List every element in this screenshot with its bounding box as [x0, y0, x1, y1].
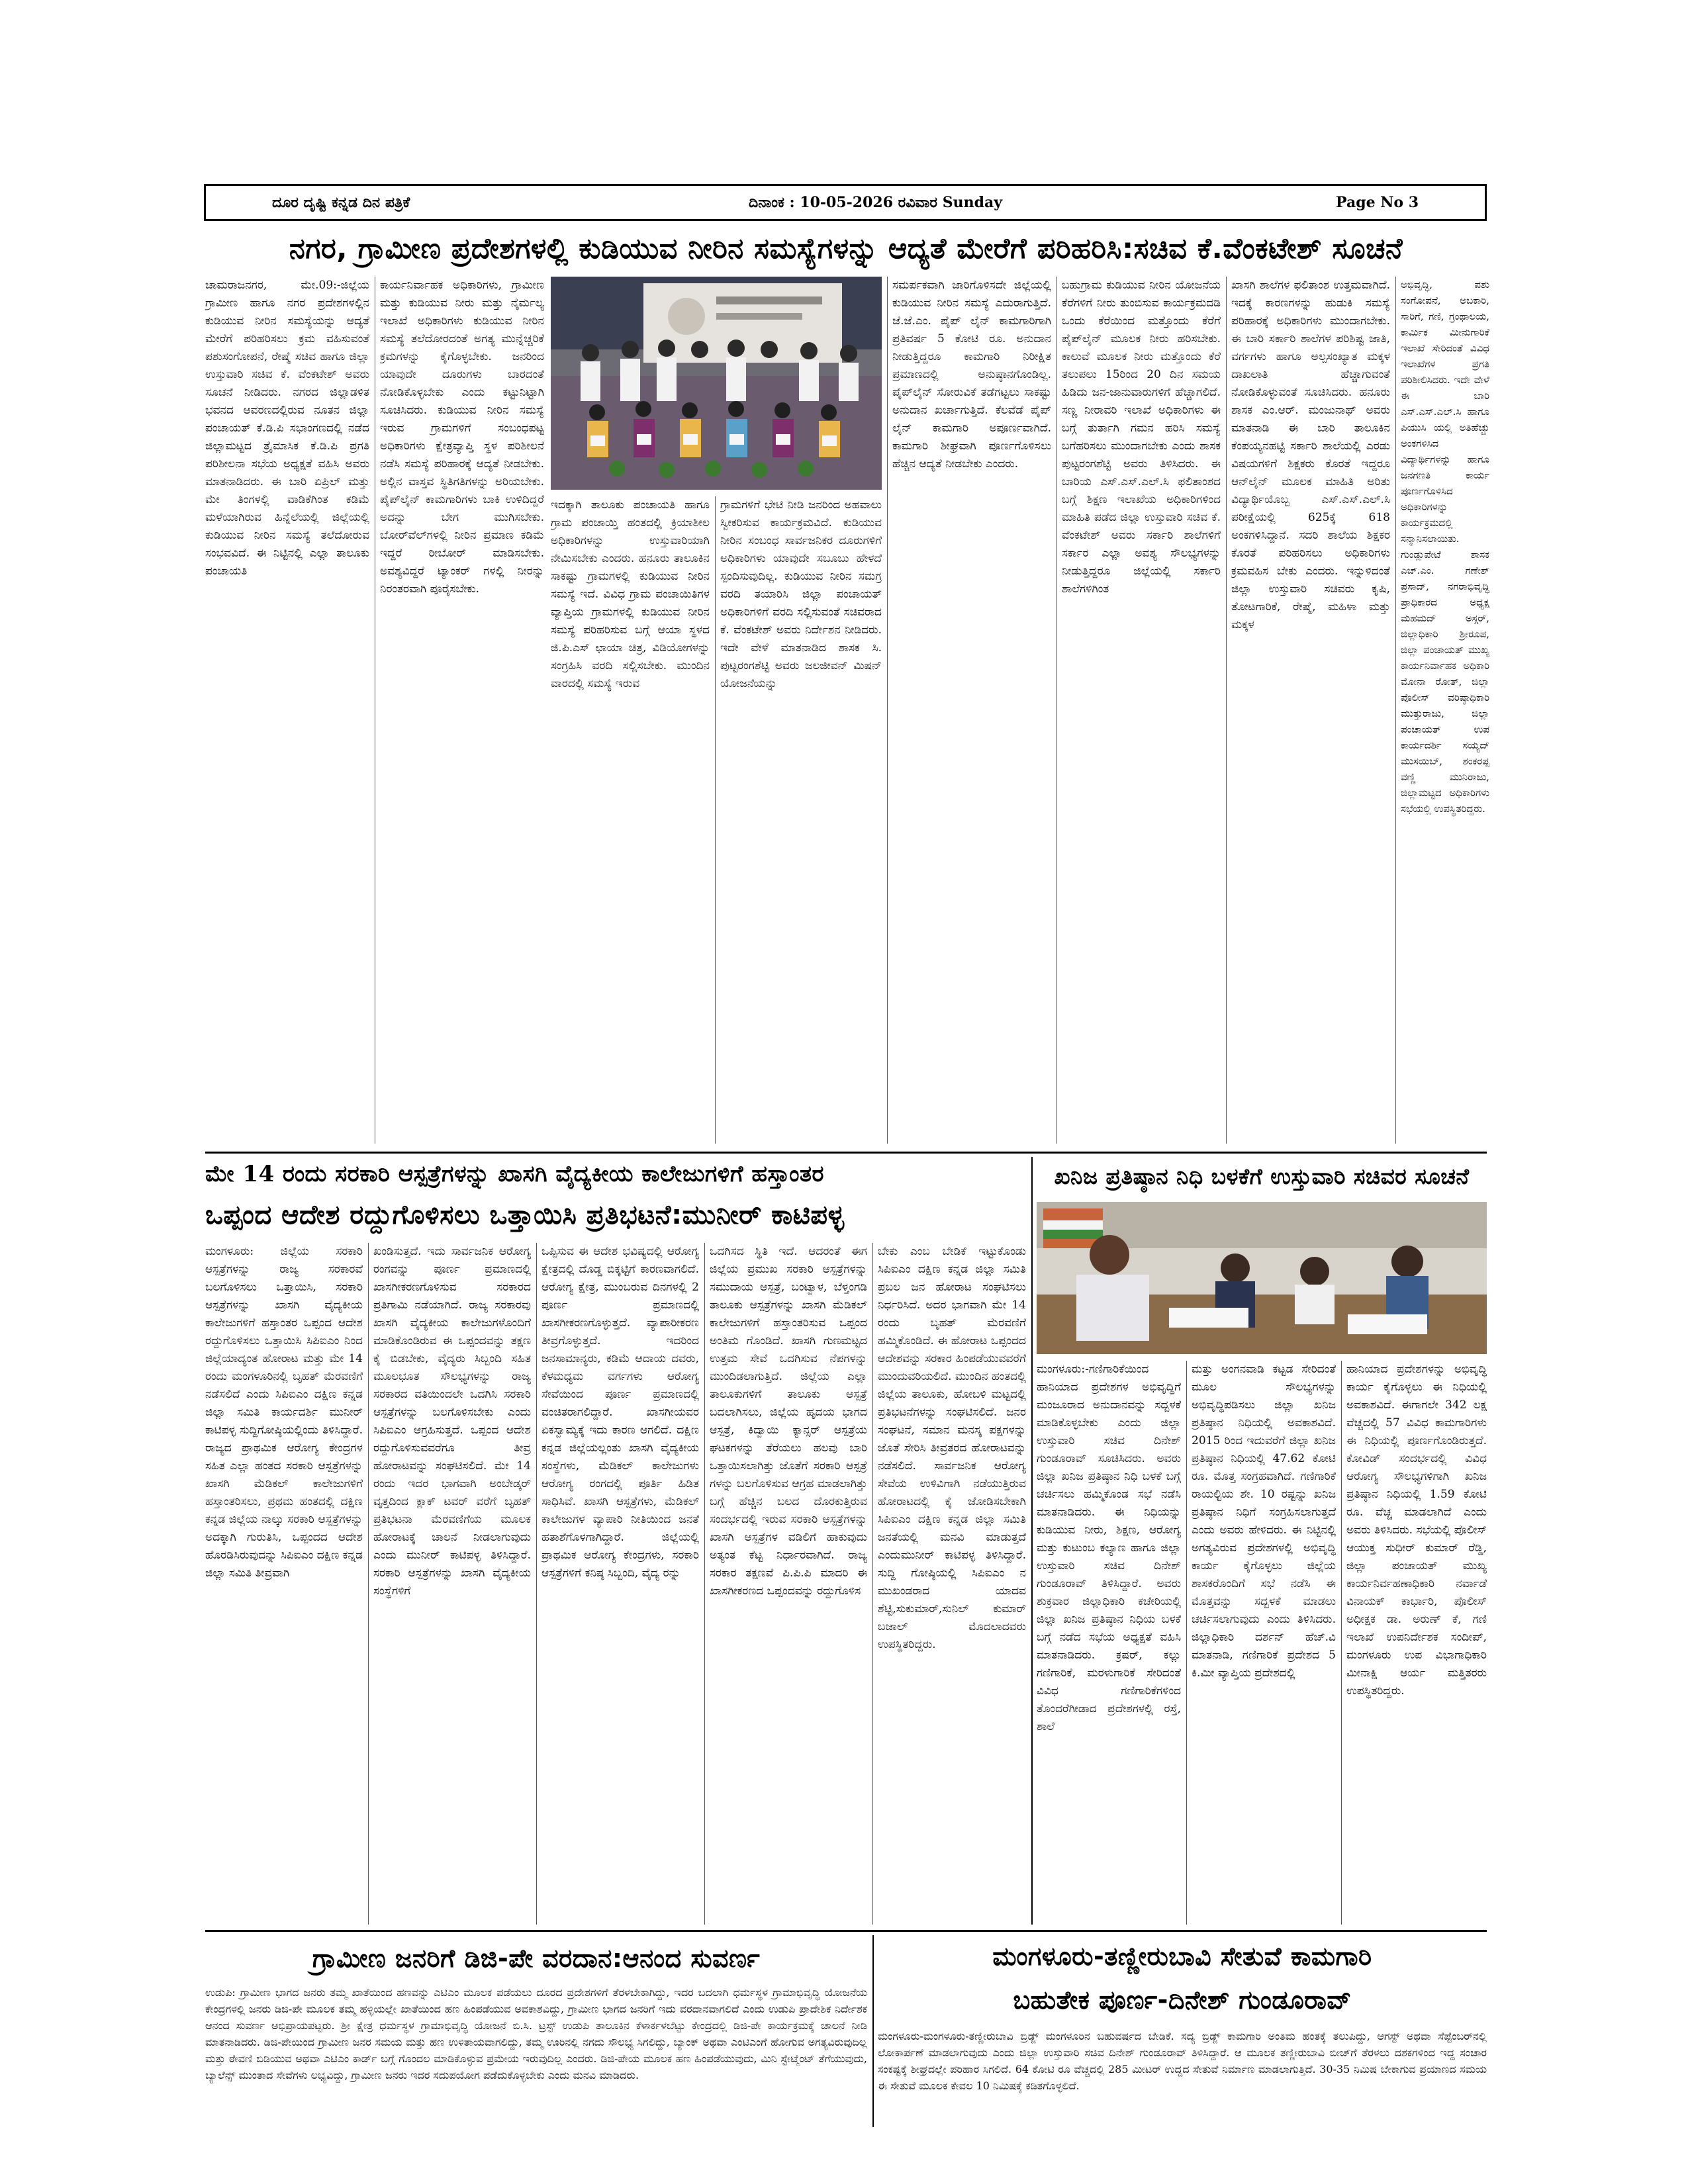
story3-headline: ಖನಿಜ ಪ್ರತಿಷ್ಠಾನ ನಿಧಿ ಬಳಕೆಗೆ ಉಸ್ತುವಾರಿ ಸಚಿವರ ಸೂಚನೆ: [1054, 1163, 1470, 1189]
story2-col3-text: ಒಪ್ಪಿಸುವ ಈ ಆದೇಶ ಭವಿಷ್ಯದಲ್ಲಿ ಆರೋಗ್ಯ ಕ್ಷೇತ್ರದಲ್ಲಿ ದೊಡ್ಡ ಬಿಕ್ಕಟ್ಟಿಗೆ ಕಾರಣವಾಗಲಿದೆ. ಆರೋಗ್ಯ ಕ್ಷೇತ್ರ, ಮುಂಬರುವ ದಿನಗಳಲ್ಲಿ 2 ಪೂರ್ಣ ಪ್ರಮಾಣದಲ್ಲಿ ಖಾಸಗೀಕರಣಗೊಳ್ಳುತ್ತದೆ. ವ್ಯಾಪಾರೀಕರಣ ತೀವ್ರಗೊಳ್ಳುತ್ತದೆ. ಇದರಿಂದ ಜನಸಾಮಾನ್ಯರು, ಕಡಿಮೆ ಆದಾಯ ದವರು, ಕೆಳಮಧ್ಯಮ ವರ್ಗಗಳು ಆರೋಗ್ಯ ಸೇವೆಯಿಂದ ಪೂರ್ಣ ಪ್ರಮಾಣದಲ್ಲಿ ವಂಚಿತರಾಗಲಿದ್ದಾರೆ. ಖಾಸಗೀಯವರ ಏಕಸ್ವಾಮ್ಯಕ್ಕೆ ಇದು ಕಾರಣ ಆಗಲಿದೆ. ದಕ್ಷಿಣ ಕನ್ನಡ ಜಿಲ್ಲೆಯಲ್ಲಂತು ಖಾಸಗಿ ವೈದ್ಯಕೀಯ ಸಂಸ್ಥೆಗಳು, ಮೆಡಿಕಲ್ ಕಾಲೇಜುಗಳು ಆರೋಗ್ಯ ರಂಗದಲ್ಲಿ ಪೂರ್ತಿ ಹಿಡಿತ ಸಾಧಿಸಿವೆ. ಖಾಸಗಿ ಆಸ್ಪತ್ರೆಗಳು, ಮೆಡಿಕಲ್ ಕಾಲೇಜುಗಳ ವ್ಯಾಪಾರಿ ನೀತಿಯಿಂದ ಜನತೆ ಹತಾಶೆಗೊಳಗಾಗಿದ್ದಾರೆ. ಜಿಲ್ಲೆಯಲ್ಲಿ ಪ್ರಾಥಮಿಕ ಆರೋಗ್ಯ ಕೇಂದ್ರಗಳು, ಸರಕಾರಿ ಆಸ್ಪತ್ರೆಗಳಿಗೆ ಕನಿಷ್ಠ ಸಿಬ್ಬಂದಿ, ವೈದ್ಯ ರನ್ನು: [541, 1245, 699, 1580]
column-divider: [1226, 277, 1227, 1144]
story2-col5: [878, 1243, 1026, 1925]
story1-col4: [720, 496, 882, 1144]
story1-col6-text: ಬಹುಗ್ರಾಮ ಕುಡಿಯುವ ನೀರಿನ ಯೋಜನೆಯ ಕೆರೆಗಳಿಗೆ ನೀರು ತುಂಬಿಸುವ ಕಾರ್ಯಕ್ರಮದಡಿ ಒಂದು ಕೆರೆಯಿಂದ ಮತ್ತೊಂದು ಕೆರೆಗೆ ಪೈಪ್‌ಲೈನ್ ಮೂಲಕ ನೀರು ಹರಿಸಬೇಕು. ಕಾಲುವೆ ಮೂಲಕ ನೀರು ಮತ್ತೊಂದು ಕೆರೆ ತಲುಪಲು 15ರಿಂದ 20 ದಿನ ಸಮಯ ಹಿಡಿದು ಜನ-ಜಾನುವಾರುಗಳಿಗೆ ಹೆಚ್ಚಾಗಲಿದೆ. ಸಣ್ಣ ನೀರಾವರಿ ಇಲಾಖೆ ಅಧಿಕಾರಿಗಳು ಈ ಬಗ್ಗೆ ತುರ್ತಾಗಿ ಗಮನ ಹರಿಸಿ ಸಮಸ್ಯೆ ಬಗೆಹರಿಸಲು ಮುಂದಾಗಬೇಕು ಎಂದು ಶಾಸಕ ಪುಟ್ಟರಂಗಶೆಟ್ಟಿ ಅವರು ತಿಳಿಸಿದರು. ಈ ಬಾರಿಯ ಎಸ್.ಎಸ್.ಎಲ್.ಸಿ ಫಲಿತಾಂಶದ ಬಗ್ಗೆ ಶಿಕ್ಷಣ ಇಲಾಖೆಯ ಅಧಿಕಾರಿಗಳಿಂದ ಮಾಹಿತಿ ಪಡೆದ ಜಿಲ್ಲಾ ಉಸ್ತುವಾರಿ ಸಚಿವ ಕೆ. ವೆಂಕಟೇಶ್ ಅವರು ಸರ್ಕಾರಿ ಶಾಲೆಗಳಿಗೆ ಸರ್ಕಾರ ಎಲ್ಲಾ ಅವಶ್ಯ ಸೌಲಭ್ಯಗಳನ್ನು ನೀಡುತ್ತಿದ್ದರೂ ಜಿಲ್ಲೆಯಲ್ಲಿ ಸರ್ಕಾರಿ ಶಾಲೆಗಳಿಗಿಂತ: [1062, 279, 1221, 596]
section-divider: [872, 1935, 874, 2127]
story2-col3: [541, 1243, 699, 1925]
section-divider: [1031, 1157, 1033, 1925]
story1-col1: [205, 277, 369, 1144]
story2-col4: [710, 1243, 867, 1925]
column-divider: [536, 1243, 537, 1925]
story1-col7-text: ಖಾಸಗಿ ಶಾಲೆಗಳ ಫಲಿತಾಂಶ ಉತ್ತಮವಾಗಿದೆ. ಇದಕ್ಕೆ ಕಾರಣಗಳನ್ನು ಹುಡುಕಿ ಸಮಸ್ಯೆ ಪರಿಹಾರಕ್ಕೆ ಅಧಿಕಾರಿಗಳು ಮುಂದಾಗಬೇಕು. ಈ ಬಾರಿ ಸರ್ಕಾರಿ ಶಾಲೆಗಳ ಪರಿಶಿಷ್ಟ ಜಾತಿ, ವರ್ಗಗಳು ಹಾಗೂ ಅಲ್ಪಸಂಖ್ಯಾತ ಮಕ್ಕಳ ದಾಖಲಾತಿ ಹೆಚ್ಚಾಗುವಂತೆ ನೋಡಿಕೊಳ್ಳುವಂತೆ ಸೂಚಿಸಿದರು. ಹನೂರು ಶಾಸಕ ಎಂ.ಆರ್. ಮಂಜುನಾಥ್ ಅವರು ಮಾತನಾಡಿ ಈ ಬಾರಿ ತಾಲೂಕಿನ ಕೆಂಪಯ್ಯನಹಟ್ಟಿ ಸರ್ಕಾರಿ ಶಾಲೆಯಲ್ಲಿ ಎರಡು ವಿಷಯಗಳಿಗೆ ಶಿಕ್ಷಕರು ಕೊರತೆ ಇದ್ದರೂ ಆನ್‌ಲೈನ್ ಮೂಲಕ ಮಾಹಿತಿ ಅರಿತು ವಿದ್ಯಾರ್ಥಿಯೊಬ್ಬ ಎಸ್.ಎಸ್.ಎಲ್.ಸಿ ಪರೀಕ್ಷೆಯಲ್ಲಿ 625ಕ್ಕೆ 618 ಅಂಕಗಳಿಸಿದ್ದಾನೆ. ಸದರಿ ಶಾಲೆಯ ಶಿಕ್ಷಕರ ಕೊರತೆ ಪರಿಹರಿಸಲು ಅಧಿಕಾರಿಗಳು ಕ್ರಮವಹಿಸ ಬೇಕು ಎಂದರು. ಇನ್ನುಳಿದಂತೆ ಜಿಲ್ಲಾ ಉಸ್ತುವಾರಿ ಸಚಿವರು ಕೃಷಿ, ತೋಟಗಾರಿಕೆ, ರೇಷ್ಮೆ, ಮಹಿಳಾ ಮತ್ತು ಮಕ್ಕಳ: [1231, 279, 1390, 631]
story2-col1-text: ಮಂಗಳೂರು: ಜಿಲ್ಲೆಯ ಸರಕಾರಿ ಆಸ್ಪತ್ರೆಗಳನ್ನು ರಾಜ್ಯ ಸರಕಾರವೆ ಬಲಗೊಳಿಸಲು ಒತ್ತಾಯಿಸಿ, ಸರಕಾರಿ ಆಸ್ಪತ್ರೆಗಳನ್ನು ಖಾಸಗಿ ವೈದ್ಯಕೀಯ ಕಾಲೇಜುಗಳಿಗೆ ಹಸ್ತಾಂತರ ಒಪ್ಪಂದ ಆದೇಶ ರದ್ದುಗೊಳಿಸಲು ಒತ್ತಾಯಿಸಿ ಸಿಪಿಐಎಂ ನಿಂದ ಜಿಲ್ಲೆಯಾದ್ಯಂತ ಹೋರಾಟ ಮತ್ತು ಮೇ 14 ರಂದು ಮಂಗಳೂರಿನಲ್ಲಿ ಬೃಹತ್ ಮೆರವಣಿಗೆ ನಡೆಸಲಿದೆ ಎಂದು ಸಿಪಿಐಎಂ ದಕ್ಷಿಣ ಕನ್ನಡ ಜಿಲ್ಲಾ ಸಮಿತಿ ಕಾರ್ಯದರ್ಶಿ ಮುನೀರ್ ಕಾಟಿಪಳ್ಳ ಸುದ್ದಿಗೋಷ್ಠಿಯಲ್ಲಿಂದು ತಿಳಿಸಿದ್ದಾರೆ. ರಾಜ್ಯದ ಪ್ರಾಥಮಿಕ ಆರೋಗ್ಯ ಕೇಂದ್ರಗಳ ಸಹಿತ ಎಲ್ಲಾ ಹಂತದ ಸರಕಾರಿ ಆಸ್ಪತ್ರೆಗಳನ್ನು ಖಾಸಗಿ ಮೆಡಿಕಲ್ ಕಾಲೇಜುಗಳಿಗೆ ಹಸ್ತಾಂತರಿಸಲು, ಪ್ರಥಮ ಹಂತದಲ್ಲಿ ದಕ್ಷಿಣ ಕನ್ನಡ ಜಿಲ್ಲೆಯ ನಾಲ್ಕು ಸರಕಾರಿ ಆಸ್ಪತ್ರೆಗಳನ್ನು ಅದಕ್ಕಾಗಿ ಗುರುತಿಸಿ, ಒಪ್ಪಂದದ ಆದೇಶ ಹೊರಡಿಸಿರುವುದನ್ನು ಸಿಪಿಐಎಂ ದಕ್ಷಿಣ ಕನ್ನಡ ಜಿಲ್ಲಾ ಸಮಿತಿ ತೀವ್ರವಾಗಿ: [205, 1245, 363, 1580]
section-rule: [205, 1152, 1487, 1154]
column-divider: [1056, 277, 1057, 1144]
story1-col6: [1062, 277, 1221, 1144]
story3-col1-text: ಮಂಗಳೂರು:-ಗಣಿಗಾರಿಕೆಯಿಂದ ಹಾನಿಯಾದ ಪ್ರದೇಶಗಳ ಅಭಿವೃದ್ಧಿಗೆ ಮಂಜೂರಾದ ಅನುದಾನವನ್ನು ಸದ್ಬಳಕೆ ಮಾಡಿಕೊಳ್ಳಬೇಕು ಎಂದು ಜಿಲ್ಲಾ ಉಸ್ತುವಾರಿ ಸಚಿವ ದಿನೇಶ್ ಗುಂಡೂರಾವ್ ಸೂಚಿಸಿದರು. ಅವರು ಜಿಲ್ಲಾ ಖನಿಜ ಪ್ರತಿಷ್ಠಾನ ನಿಧಿ ಬಳಕೆ ಬಗ್ಗೆ ಚರ್ಚಿಸಲು ಹಮ್ಮಿಕೊಂಡ ಸಭೆ ನಡೆಸಿ ಮಾತನಾಡಿದರು. ಈ ನಿಧಿಯನ್ನು ಕುಡಿಯುವ ನೀರು, ಶಿಕ್ಷಣ, ಆರೋಗ್ಯ ಮತ್ತು ಕುಟುಂಬ ಕಲ್ಯಾಣ ಹಾಗೂ ಜಿಲ್ಲಾ ಉಸ್ತುವಾರಿ ಸಚಿವ ದಿನೇಶ್ ಗುಂಡೂರಾವ್ ತಿಳಿಸಿದ್ದಾರೆ. ಅವರು ಶುಕ್ರವಾರ ಜಿಲ್ಲಾಧಿಕಾರಿ ಕಚೇರಿಯಲ್ಲಿ ಜಿಲ್ಲಾ ಖನಿಜ ಪ್ರತಿಷ್ಠಾನ ನಿಧಿಯ ಬಳಕೆ ಬಗ್ಗೆ ನಡೆದ ಸಭೆಯ ಅಧ್ಯಕ್ಷತೆ ವಹಿಸಿ ಮಾತನಾಡಿದರು. ಕ್ರಷರ್, ಕಲ್ಲು ಗಣಿಗಾರಿಕೆ, ಮರಳುಗಾರಿಕೆ ಸೇರಿದಂತೆ ವಿವಿಧ ಗಣಿಗಾರಿಕೆಗಳಿಂದ ತೊಂದರೆಗೀಡಾದ ಪ್ರದೇಶಗಳಲ್ಲಿ ರಸ್ತೆ, ಶಾಲೆ: [1037, 1363, 1181, 1733]
newspaper-page: [199, 184, 1489, 2092]
story3-col3: [1346, 1361, 1487, 1925]
story3-col2-text: ಮತ್ತು ಅಂಗನವಾಡಿ ಕಟ್ಟಡ ಸೇರಿದಂತೆ ಮೂಲ ಸೌಲಭ್ಯಗಳನ್ನು ಅಭಿವೃದ್ಧಿಪಡಿಸಲು ಜಿಲ್ಲಾ ಖನಿಜ ಪ್ರತಿಷ್ಠಾನ ನಿಧಿಯಲ್ಲಿ ಅವಕಾಶವಿದೆ. 2015 ರಿಂದ ಇದುವರೆಗೆ ಜಿಲ್ಲಾ ಖನಿಜ ಪ್ರತಿಷ್ಠಾನ ನಿಧಿಯಲ್ಲಿ 47.62 ಕೋಟಿ ರೂ. ಮೊತ್ತ ಸಂಗ್ರಹವಾಗಿದೆ. ಗಣಿಗಾರಿಕೆ ರಾಯಲ್ಟಿಯ ಶೇ. 10 ರಷ್ಟನ್ನು ಖನಿಜ ಪ್ರತಿಷ್ಠಾನ ನಿಧಿಗೆ ಸಂಗ್ರಹಿಸಲಾಗುತ್ತದೆ ಎಂದು ಅವರು ಹೇಳಿದರು. ಈ ನಿಟ್ಟಿನಲ್ಲಿ ಅಗತ್ಯವಿರುವ ಪ್ರದೇಶಗಳಲ್ಲಿ ಅಭಿವೃದ್ಧಿ ಕಾರ್ಯ ಕೈಗೊಳ್ಳಲು ಜಿಲ್ಲೆಯ ಶಾಸಕರೊಂದಿಗೆ ಸಭೆ ನಡೆಸಿ ಈ ಮೊತ್ತವನ್ನು ಸದ್ಬಳಕೆ ಮಾಡಲು ಚರ್ಚಿಸಲಾಗುವುದು ಎಂದು ತಿಳಿಸಿದರು. ಜಿಲ್ಲಾಧಿಕಾರಿ ದರ್ಶನ್ ಹೆಚ್.ವಿ ಮಾತನಾಡಿ, ಗಣಿಗಾರಿಕೆ ಪ್ರದೇಶದ 5 ಕಿ.ಮೀ ವ್ಯಾಪ್ತಿಯ ಪ್ರದೇಶದಲ್ಲಿ: [1192, 1363, 1336, 1680]
award-ceremony-photo: [551, 277, 882, 490]
page-number: Page No 3: [1336, 194, 1419, 211]
date-line: ದಿನಾಂಕ : 10-05-2026 ರವಿವಾರ Sunday: [749, 194, 1002, 211]
story1-col8: [1401, 277, 1489, 1144]
column-divider: [1395, 277, 1396, 1144]
column-divider: [887, 277, 888, 1144]
story5-headline-line2: ಬಹುತೇಕ ಪೂರ್ಣ-ದಿನೇಶ್ ಗುಂಡೂರಾವ್: [1013, 1985, 1352, 2015]
paper-name: ದೂರ ದೃಷ್ಟಿ ಕನ್ನಡ ದಿನ ಪತ್ರಿಕೆ: [272, 194, 410, 211]
section-rule: [205, 1930, 1487, 1932]
story2-col2-text: ಖಂಡಿಸುತ್ತದೆ. ಇದು ಸಾರ್ವಜನಿಕ ಆರೋಗ್ಯ ರಂಗವನ್ನು ಪೂರ್ಣ ಪ್ರಮಾಣದಲ್ಲಿ ಖಾಸಗೀಕರಣಗೊಳಿಸುವ ಸರಕಾರದ ಪ್ರತಿಗಾಮಿ ನಡೆಯಾಗಿದೆ. ರಾಜ್ಯ ಸರಕಾರವು ಖಾಸಗಿ ವೈದ್ಯಕೀಯ ಕಾಲೇಜುಗಳೊಂದಿಗೆ ಮಾಡಿಕೊಂಡಿರುವ ಈ ಒಪ್ಪಂದವನ್ನು ತಕ್ಷಣ ಕೈ ಬಿಡಬೇಕು, ವೈದ್ಯರು ಸಿಬ್ಬಂದಿ ಸಹಿತ ಮೂಲಭೂತ ಸೌಲಭ್ಯಗಳನ್ನು ರಾಜ್ಯ ಸರಕಾರದ ವತಿಯಿಂದಲೇ ಒದಗಿಸಿ ಸರಕಾರಿ ಆಸ್ಪತ್ರೆಗಳನ್ನು ಬಲಗೊಳಿಸಬೇಕು ಎಂದು ಸಿಪಿಐಎಂ ಆಗ್ರಹಿಸುತ್ತದೆ. ಒಪ್ಪಂದ ಆದೇಶ ರದ್ದುಗೊಳಿಸುವವರೆಗೂ ತೀವ್ರ ಹೋರಾಟವನ್ನು ಸಂಘಟಿಸಲಿದೆ. ಮೇ 14 ರಂದು ಇದರ ಭಾಗವಾಗಿ ಅಂಬೇಡ್ಕರ್ ವೃತ್ತದಿಂದ ಕ್ಲಾಕ್ ಟವರ್ ವರೆಗೆ ಬೃಹತ್ ಪ್ರತಿಭಟನಾ ಮೆರವಣಿಗೆಯ ಮೂಲಕ ಹೋರಾಟಕ್ಕೆ ಚಾಲನೆ ನೀಡಲಾಗುವುದು ಎಂದು ಮುನೀರ್ ಕಾಟಿಪಳ್ಳ ತಿಳಿಸಿದ್ದಾರೆ. ಸರಕಾರಿ ಆಸ್ಪತ್ರೆಗಳನ್ನು ಖಾಸಗಿ ವೈದ್ಯಕೀಯ ಸಂಸ್ಥೆಗಳಿಗೆ: [373, 1245, 531, 1598]
story1-col7: [1231, 277, 1390, 1144]
story1-col3-text: ಇದಕ್ಕಾಗಿ ತಾಲೂಕು ಪಂಚಾಯತಿ ಹಾಗೂ ಗ್ರಾಮ ಪಂಚಾಯ್ತಿ ಹಂತದಲ್ಲಿ ಕ್ರಿಯಾಶೀಲ ಅಧಿಕಾರಿಗಳನ್ನು ಉಸ್ತುವಾರಿಯಾಗಿ ನೇಮಿಸಬೇಕು ಎಂದರು. ಹನೂರು ತಾಲೂಕಿನ ಸಾಕಷ್ಟು ಗ್ರಾಮಗಳಲ್ಲಿ ಕುಡಿಯುವ ನೀರಿನ ಸಮಸ್ಯೆ ಇದೆ. ವಿವಿಧ ಗ್ರಾಮ ಪಂಚಾಯಿತಿಗಳ ವ್ಯಾಪ್ತಿಯ ಗ್ರಾಮಗಳಲ್ಲಿ ಕುಡಿಯುವ ನೀರಿನ ಸಮಸ್ಯೆ ಪರಿಹರಿಸುವ ಬಗ್ಗೆ ಆಯಾ ಸ್ಥಳದ ಜಿ.ಪಿ.ಎಸ್ ಛಾಯಾ ಚಿತ್ರ, ವಿಡಿಯೋಗಳನ್ನು ಸಂಗ್ರಹಿಸಿ ವರದಿ ಸಲ್ಲಿಸಬೇಕು. ಮುಂದಿನ ವಾರದಲ್ಲಿ ಸಮಸ್ಯೆ ಇರುವ: [551, 498, 710, 690]
story1-col4-text: ಗ್ರಾಮಗಳಿಗೆ ಭೇಟಿ ನೀಡಿ ಜನರಿಂದ ಅಹವಾಲು ಸ್ವೀಕರಿಸುವ ಕಾರ್ಯಕ್ರಮವಿದೆ. ಕುಡಿಯುವ ನೀರಿನ ಸಂಬಂಧ ಸಾರ್ವಜನಿಕರ ದೂರುಗಳಿಗೆ ಅಧಿಕಾರಿಗಳು ಯಾವುದೇ ಸಬೂಬು ಹೇಳದೆ ಸ್ಪಂದಿಸುವುದಿಲ್ಲ. ಕುಡಿಯುವ ನೀರಿನ ಸಮಗ್ರ ವರದಿ ತಯಾರಿಸಿ ಜಿಲ್ಲಾ ಪಂಚಾಯತ್ ಅಧಿಕಾರಿಗಳಿಗೆ ವರದಿ ಸಲ್ಲಿಸುವಂತೆ ಸಚಿವರಾದ ಕೆ. ವೆಂಕಟೇಶ್ ಅವರು ನಿರ್ದೇಶನ ನೀಡಿದರು. ಇದೇ ವೇಳೆ ಮಾತನಾಡಿದ ಶಾಸಕ ಸಿ. ಪುಟ್ಟರಂಗಶೆಟ್ಟಿ ಅವರು ಜಲಜೀವನ್ ಮಿಷನ್ ಯೋಜನೆಯನ್ನು: [720, 498, 882, 690]
story1-col2-text: ಕಾರ್ಯನಿರ್ವಾಹಕ ಅಧಿಕಾರಿಗಳು, ಗ್ರಾಮೀಣ ಮತ್ತು ಕುಡಿಯುವ ನೀರು ಮತ್ತು ನೈರ್ಮಲ್ಯ ಇಲಾಖೆ ಅಧಿಕಾರಿಗಳು ಕುಡಿಯುವ ನೀರಿನ ಸಮಸ್ಯೆ ತಲೆದೋರದಂತೆ ಅಗತ್ಯ ಮುನ್ನೆಚ್ಚರಿಕೆ ಕ್ರಮಗಳನ್ನು ಕೈಗೊಳ್ಳಬೇಕು. ಜನರಿಂದ ಯಾವುದೇ ದೂರುಗಳು ಬಾರದಂತೆ ನೋಡಿಕೊಳ್ಳಬೇಕು ಎಂದು ಕಟ್ಟುನಿಟ್ಟಾಗಿ ಸೂಚಿಸಿದರು. ಕುಡಿಯುವ ನೀರಿನ ಸಮಸ್ಯೆ ಇರುವ ಗ್ರಾಮಗಳಿಗೆ ಸಂಬಂಧಪಟ್ಟ ಅಧಿಕಾರಿಗಳು ಕ್ಷೇತ್ರವ್ಯಾಪ್ತಿ ಸ್ಥಳ ಪರಿಶೀಲನೆ ನಡೆಸಿ ಸಮಸ್ಯೆ ಪರಿಹಾರಕ್ಕೆ ಆದ್ಯತೆ ನೀಡಬೇಕು. ಅಲ್ಲಿನ ವಾಸ್ತವ ಸ್ಥಿತಿಗತಿಗಳನ್ನು ಅರಿಯಬೇಕು. ಪೈಪ್‌ಲೈನ್ ಕಾಮಗಾರಿಗಳು ಬಾಕಿ ಉಳಿದಿದ್ದರೆ ಅದನ್ನು ಬೇಗ ಮುಗಿಸಬೇಕು. ಬೋರ್‌ವೆಲ್‌ಗಳಲ್ಲಿ ನೀರಿನ ಪ್ರಮಾಣ ಕಡಿಮೆ ಇದ್ದರೆ ರೀಬೋರ್ ಮಾಡಿಸಬೇಕು. ಅವಶ್ಯವಿದ್ದರೆ ಟ್ಯಾಂಕರ್ ಗಳಲ್ಲಿ ನೀರನ್ನು ನಿರಂತರವಾಗಿ ಪೂರೈಸಬೇಕು.: [380, 279, 544, 596]
story2-col4-text: ಒದಗಿಸದ ಸ್ಥಿತಿ ಇದೆ. ಆದರಂತೆ ಈಗ ಜಿಲ್ಲೆಯ ಪ್ರಮುಖ ಸರಕಾರಿ ಆಸ್ಪತ್ರೆಗಳನ್ನು ಸಮುದಾಯ ಆಸ್ಪತ್ರೆ, ಬಂಟ್ವಾಳ, ಬೆಳ್ತಂಗಡಿ ತಾಲೂಕು ಆಸ್ಪತ್ರೆಗಳನ್ನು ಖಾಸಗಿ ಮೆಡಿಕಲ್ ಕಾಲೇಜುಗಳಿಗೆ ಹಸ್ತಾಂತರಿಸುವ ಒಪ್ಪಂದ ಅಂತಿಮ ಗೊಂಡಿದೆ. ಖಾಸಗಿ ಗುಣಮಟ್ಟದ ಉತ್ತಮ ಸೇವೆ ಒದಗಿಸುವ ನೆಪಗಳನ್ನು ಮುಂದಿಡಲಾಗುತ್ತಿದೆ. ಜಿಲ್ಲೆಯ ಎಲ್ಲಾ ತಾಲೂಕುಗಳಿಗೆ ತಾಲೂಕು ಆಸ್ಪತ್ರೆ ಬದಲಾಗಿಸಲು, ಜಿಲ್ಲೆಯ ಹೃದಯ ಭಾಗದ ಆಸ್ಪತ್ರೆ, ಕಿದ್ವಾಯಿ ಕ್ಯಾನ್ಸರ್ ಆಸ್ಪತ್ರೆಯ ಘಟಕಗಳನ್ನು ತೆರೆಯಲು ಹಲವು ಬಾರಿ ಒತ್ತಾಯಿಸಲಾಗಿತ್ತು ಜೊತೆಗೆ ಸರಕಾರಿ ಆಸ್ಪತ್ರೆ ಗಳನ್ನು ಬಲಗೊಳಿಸುವ ಆಗ್ರಹ ಮಾಡಲಾಗಿತ್ತು ಬಗ್ಗೆ ಹೆಚ್ಚಿನ ಬಲದ ದೊರಕುತ್ತಿರುವ ಸಂದರ್ಭದಲ್ಲಿ ಇರುವ ಸರಕಾರಿ ಆಸ್ಪತ್ರೆಗಳನ್ನು ಖಾಸಗಿ ಆಸ್ಪತ್ರೆಗಳ ವಡಿಲಿಗೆ ಹಾಕುವುದು ಅತ್ಯಂತ ಕೆಟ್ಟ ನಿರ್ಧಾರವಾಗಿದೆ. ರಾಜ್ಯ ಸರಕಾರ ತಕ್ಷಣವೆ ಪಿ.ಪಿ.ಪಿ ಮಾದರಿ ಈ ಖಾಸಗೀಕರಣದ ಒಪ್ಪಂದವನ್ನು ರದ್ದುಗೊಳಿಸ: [710, 1245, 867, 1598]
story2-headline-line1: ಮೇ 14 ರಂದು ಸರಕಾರಿ ಆಸ್ಪತ್ರೆಗಳನ್ನು ಖಾಸಗಿ ವೈದ್ಯಕೀಯ ಕಾಲೇಜುಗಳಿಗೆ ಹಸ್ತಾಂತರ: [205, 1161, 824, 1187]
column-divider: [715, 496, 716, 1144]
story1-col5: [892, 277, 1051, 1144]
column-divider: [1341, 1361, 1342, 1925]
story4-headline: ಗ್ರಾಮೀಣ ಜನರಿಗೆ ಡಿಜಿ-ಪೇ ವರದಾನ:ಆನಂದ ಸುವರ್ಣ: [312, 1944, 761, 1973]
column-divider: [704, 1243, 705, 1925]
story5-body: [878, 2028, 1487, 2127]
story1-col3: [551, 496, 710, 1144]
story2-col1: [205, 1243, 363, 1925]
story5-headline-line1: ಮಂಗಳೂರು-ತಣ್ಣೀರುಬಾವಿ ಸೇತುವೆ ಕಾಮಗಾರಿ: [992, 1942, 1372, 1971]
story3-col2: [1192, 1361, 1336, 1925]
story2-col2: [373, 1243, 531, 1925]
column-divider: [872, 1243, 873, 1925]
story3-col3-text: ಹಾನಿಯಾದ ಪ್ರದೇಶಗಳನ್ನು ಅಭಿವೃದ್ಧಿ ಕಾರ್ಯ ಕೈಗೊಳ್ಳಲು ಈ ನಿಧಿಯಲ್ಲಿ ಅವಕಾಶವಿದೆ. ಈಗಾಗಲೇ 342 ಲಕ್ಷ ವೆಚ್ಚದಲ್ಲಿ 57 ವಿವಿಧ ಕಾಮಗಾರಿಗಳು ಈ ನಿಧಿಯಲ್ಲಿ ಪೂರ್ಣಗೊಂಡಿರುತ್ತದೆ. ಕೋವಿಡ್ ಸಂದರ್ಭದಲ್ಲಿ ವಿವಿಧ ಆರೋಗ್ಯ ಸೌಲಭ್ಯಗಳಿಗಾಗಿ ಖನಿಜ ಪ್ರತಿಷ್ಠಾನ ನಿಧಿಯಲ್ಲಿ 1.59 ಕೋಟಿ ರೂ. ವೆಚ್ಚ ಮಾಡಲಾಗಿದೆ ಎಂದು ಅವರು ತಿಳಿಸಿದರು. ಸಭೆಯಲ್ಲಿ ಪೊಲೀಸ್ ಆಯುಕ್ತ ಸುಧೀರ್ ಕುಮಾರ್ ರೆಡ್ಡಿ, ಜಿಲ್ಲಾ ಪಂಚಾಯತ್ ಮುಖ್ಯ ಕಾರ್ಯನಿರ್ವಹಣಾಧಿಕಾರಿ ನರ್ವಾಡೆ ವಿನಾಯಕ್ ಕಾರ್ಭಾರಿ, ಪೊಲೀಸ್ ಅಧೀಕ್ಷಕ ಡಾ. ಅರುಣ್ ಕೆ, ಗಣಿ ಇಲಾಖೆ ಉಪನಿರ್ದೇಶಕ ಸಂದೀಪ್, ಮಂಗಳೂರು ಉಪ ವಿಭಾಗಾಧಿಕಾರಿ ಮೀನಾಕ್ಷಿ ಆರ್ಯ ಮತ್ತಿತರರು ಉಪಸ್ಥಿತರಿದ್ದರು.: [1346, 1363, 1487, 1698]
column-divider: [368, 1243, 369, 1925]
story1-headline: ನಗರ, ಗ್ರಾಮೀಣ ಪ್ರದೇಶಗಳಲ್ಲಿ ಕುಡಿಯುವ ನೀರಿನ ಸಮಸ್ಯೆಗಳನ್ನು ಆದ್ಯತೆ ಮೇರೆಗೆ ಪರಿಹರಿಸಿ:ಸಚಿವ ಕೆ.ವೆಂಕಟೇಶ್ ಸೂಚನೆ: [289, 232, 1403, 265]
story1-col1-text: ಚಾಮರಾಜನಗರ, ಮೇ.09:-ಜಿಲ್ಲೆಯ ಗ್ರಾಮೀಣ ಹಾಗೂ ನಗರ ಪ್ರದೇಶಗಳಲ್ಲಿನ ಕುಡಿಯುವ ನೀರಿನ ಸಮಸ್ಯೆಯನ್ನು ಆದ್ಯತೆ ಮೇರೆಗೆ ಪರಿಹರಿಸಲು ಕ್ರಮ ವಹಿಸುವಂತೆ ಪಶುಸಂಗೋಪನೆ, ರೇಷ್ಮೆ ಸಚಿವ ಹಾಗೂ ಜಿಲ್ಲಾ ಉಸ್ತುವಾರಿ ಸಚಿವ ಕೆ. ವೆಂಕಟೇಶ್ ಅವರು ಸೂಚನೆ ನೀಡಿದರು. ನಗರದ ಜಿಲ್ಲಾಡಳಿತ ಭವನದ ಆವರಣದಲ್ಲಿರುವ ನೂತನ ಜಿಲ್ಲಾ ಪಂಚಾಯತ್ ಕೆ.ಡಿ.ಪಿ ಸಭಾಂಗಣದಲ್ಲಿ ನಡೆದ ಜಿಲ್ಲಾಮಟ್ಟದ ತ್ರೈಮಾಸಿಕ ಕೆ.ಡಿ.ಪಿ ಪ್ರಗತಿ ಪರಿಶೀಲನಾ ಸಭೆಯ ಅಧ್ಯಕ್ಷತೆ ವಹಿಸಿ ಅವರು ಮಾತನಾಡಿದರು. ಈ ಬಾರಿ ಏಪ್ರಿಲ್ ಮತ್ತು ಮೇ ತಿಂಗಳಲ್ಲಿ ವಾಡಿಕೆಗಿಂತ ಕಡಿಮೆ ಮಳೆಯಾಗಿರುವ ಹಿನ್ನೆಲೆಯಲ್ಲಿ ಜಿಲ್ಲೆಯಲ್ಲಿ ಕುಡಿಯುವ ನೀರಿನ ಸಮಸ್ಯೆ ತಲೆದೋರುವ ಸಂಭವವಿದೆ. ಈ ನಿಟ್ಟಿನಲ್ಲಿ ಎಲ್ಲಾ ತಾಲೂಕು ಪಂಚಾಯತಿ: [205, 279, 369, 578]
story1-col8-text: ಅಭಿವೃದ್ಧಿ, ಪಶು ಸಂಗೋಪನೆ, ಅಬಕಾರಿ, ಸಾರಿಗೆ, ಗಣಿ, ಗ್ರಂಥಾಲಯ, ಕಾರ್ಮಿಕ ಮೀನುಗಾರಿಕೆ ಇಲಾಖೆ ಸೇರಿದಂತೆ ವಿವಿಧ ಇಲಾಖೆಗಳ ಪ್ರಗತಿ ಪರಿಶೀಲಿಸಿದರು. ಇದೇ ವೇಳೆ ಈ ಬಾರಿ ಎಸ್.ಎಸ್.ಎಲ್.ಸಿ ಹಾಗೂ ಪಿಯುಸಿ ಯಲ್ಲಿ ಅತಿಹೆಚ್ಚು ಅಂಕಗಳಿಸಿದ ವಿದ್ಯಾರ್ಥಿಗಳನ್ನು ಹಾಗೂ ಜನಗಣತಿ ಕಾರ್ಯ ಪೂರ್ಣಗೊಳಿಸಿದ ಅಧಿಕಾರಿಗಳನ್ನು ಕಾರ್ಯಕ್ರಮದಲ್ಲಿ ಸನ್ಮಾನಿಸಲಾಯಿತು. ಗುಂಡ್ಲುಪೇಟೆ ಶಾಸಕ ಎಚ್.ಎಂ. ಗಣೇಶ್ ಪ್ರಸಾದ್, ನಗರಾಭಿವೃದ್ಧಿ ಪ್ರಾಧಿಕಾರದ ಅಧ್ಯಕ್ಷ ಮಹಮದ್ ಅಸ್ಗರ್, ಜಿಲ್ಲಾಧಿಕಾರಿ ಶ್ರೀರೂಪ, ಜಿಲ್ಲಾ ಪಂಚಾಯತ್ ಮುಖ್ಯ ಕಾರ್ಯನಿರ್ವಾಹಕ ಅಧಿಕಾರಿ ಮೋನಾ ರೋತ್, ಜಿಲ್ಲಾ ಪೊಲೀಸ್ ವರಿಷ್ಠಾಧಿಕಾರಿ ಮುತ್ತುರಾಜು, ಜಿಲ್ಲಾ ಪಂಚಾಯತ್ ಉಪ ಕಾರ್ಯದರ್ಶಿ ಸಯ್ಯದ್ ಮುಸಯಿಬ್, ಶಂಕರಪ್ಪ ವಣ್ಣಿ ಮುನಿರಾಜು, ಜಿಲ್ಲಾಮಟ್ಟದ ಅಧಿಕಾರಿಗಳು ಸಭೆಯಲ್ಲಿ ಉಪಸ್ಥಿತರಿದ್ದರು.: [1401, 279, 1489, 815]
meeting-photo: [1037, 1202, 1487, 1354]
story2-col5-text: ಬೇಕು ಎಂಬ ಬೇಡಿಕೆ ಇಟ್ಟುಕೊಂಡು ಸಿಪಿಐಎಂ ದಕ್ಷಿಣ ಕನ್ನಡ ಜಿಲ್ಲಾ ಸಮಿತಿ ಪ್ರಬಲ ಜನ ಹೋರಾಟ ಸಂಘಟಿಸಲು ನಿರ್ಧರಿಸಿದೆ. ಅದರ ಭಾಗವಾಗಿ ಮೇ 14 ರಂದು ಬೃಹತ್ ಮೆರವಣಿಗೆ ಹಮ್ಮಿಕೊಂಡಿದೆ. ಈ ಹೋರಾಟ ಒಪ್ಪಂದದ ಆದೇಶವನ್ನು ಸರಕಾರ ಹಿಂಪಡೆಯುವವರೆಗೆ ಮುಂದುವರಿಯಲಿದೆ. ಮುಂದಿನ ಹಂತದಲ್ಲಿ ಜಿಲ್ಲೆಯ ತಾಲೂಕು, ಹೋಬಳಿ ಮಟ್ಟದಲ್ಲಿ ಪ್ರತಿಭಟನೆಗಳನ್ನು ಸಂಘಟಿಸಲಿದೆ. ಜನರ ಸಂಘಟನೆ, ಸಮಾನ ಮನಸ್ಕ ಪಕ್ಷಗಳನ್ನು ಜೊತೆ ಸೇರಿಸಿ ತೀವ್ರತರದ ಹೋರಾಟವನ್ನು ನಡೆಸಲಿದೆ. ಸಾರ್ವಜನಿಕ ಆರೋಗ್ಯ ಸೇವೆಯ ಉಳಿವಿಗಾಗಿ ನಡೆಯುತ್ತಿರುವ ಹೋರಾಟದಲ್ಲಿ ಕೈ ಜೋಡಿಸಬೇಕಾಗಿ ಸಿಪಿಐಎಂ ದಕ್ಷಿಣ ಕನ್ನಡ ಜಿಲ್ಲಾ ಸಮಿತಿ ಜನತೆಯಲ್ಲಿ ಮನವಿ ಮಾಡುತ್ತದೆ ಎಂದುಮುನೀರ್ ಕಾಟಿಪಳ್ಳ ತಿಳಿಸಿದ್ದಾರೆ. ಸುದ್ದಿ ಗೋಷ್ಠಿಯಲ್ಲಿ ಸಿಪಿಐಎಂ ನ ಮುಖಂಡರಾದ ಯಾದವ ಶೆಟ್ಟಿ,ಸುಕುಮಾರ್,ಸುನಿಲ್ ಕುಮಾರ್ ಬಜಾಲ್ ಮೊದಲಾದವರು ಉಪಸ್ಥಿತರಿದ್ದರು.: [878, 1245, 1026, 1651]
story1-col5-text: ಸಮರ್ಪಕವಾಗಿ ಜಾರಿಗೊಳಿಸದೇ ಜಿಲ್ಲೆಯಲ್ಲಿ ಕುಡಿಯುವ ನೀರಿನ ಸಮಸ್ಯೆ ಎದುರಾಗುತ್ತಿದೆ. ಜೆ.ಜೆ.ಎಂ. ಪೈಪ್ ಲೈನ್ ಕಾಮಗಾರಿಗಾಗಿ ಪ್ರತಿವರ್ಷ 5 ಕೋಟಿ ರೂ. ಅನುದಾನ ನೀಡುತ್ತಿದ್ದರೂ ಕಾಮಗಾರಿ ನಿರೀಕ್ಷಿತ ಪ್ರಮಾಣದಲ್ಲಿ ಅನುಷ್ಠಾನಗೊಂಡಿಲ್ಲ. ಪೈಪ್‌ಲೈನ್ ಸೋರುವಿಕೆ ತಡೆಗಟ್ಟಲು ಸಾಕಷ್ಟು ಅನುದಾನ ಖರ್ಚಾಗುತ್ತಿದೆ. ಕೆಲವೆಡೆ ಪೈಪ್ ಲೈನ್ ಕಾಮಗಾರಿ ಅಪೂರ್ಣವಾಗಿದೆ. ಕಾಮಗಾರಿ ಶೀಘ್ರವಾಗಿ ಪೂರ್ಣಗೊಳಿಸಲು ಹೆಚ್ಚಿನ ಆದ್ಯತೆ ನೀಡಬೇಕು ಎಂದರು.: [892, 279, 1051, 471]
story4-body: [205, 1984, 867, 2123]
story4-body-text: ಉಡುಪಿ: ಗ್ರಾಮೀಣ ಭಾಗದ ಜನರು ತಮ್ಮ ಖಾತೆಯಿಂದ ಹಣವನ್ನು ಎಟಿಎಂ ಮೂಲಕ ಪಡೆಯಲು ದೂರದ ಪ್ರದೇಶಗಳಿಗೆ ತೆರಳಬೇಕಾಗಿದ್ದು, ಇದರ ಬದಲಾಗಿ ಧರ್ಮಸ್ಥಳ ಗ್ರಾಮಾಭಿವೃದ್ಧಿ ಯೋಜನೆಯ ಕೇಂದ್ರಗಳಲ್ಲಿ ಜನರು ಡಿಜಿ-ಪೇ ಮೂಲಕ ತಮ್ಮ ಹಳ್ಳಿಯಲ್ಲೇ ಖಾತೆಯಿಂದ ಹಣ ಹಿಂಪಡೆಯುವ ಅವಕಾಶವಿದ್ದು, ಗ್ರಾಮೀಣ ಭಾಗದ ಜನರಿಗೆ ಇದು ವರದಾನವಾಗಲಿದೆ ಎಂದು ಉಡುಪಿ ಪ್ರಾದೇಶಿಕ ನಿರ್ದೇಶಕ ಆನಂದ ಸುವರ್ಣ ಅಭಿಪ್ರಾಯಪಟ್ಟರು. ಶ್ರೀ ಕ್ಷೇತ್ರ ಧರ್ಮಸ್ಥಳ ಗ್ರಾಮಾಭಿವೃದ್ಧಿ ಯೋಜನೆ ಬಿ.ಸಿ. ಟ್ರಸ್ಟ್ ಉಡುಪಿ ತಾಲೂಕಿನ ಕೆಳಾರ್ಕಳಬೆಟ್ಟು ಕೇಂದ್ರದಲ್ಲಿ ಡಿಜಿ-ಪೇ ಕಾರ್ಯಕ್ರಮಕ್ಕೆ ಚಾಲನೆ ನೀಡಿ ಮಾತನಾಡಿದರು. ಡಿಜಿ-ಪೇಯಿಂದ ಗ್ರಾಮೀಣ ಜನರ ಸಮಯ ಮತ್ತು ಹಣ ಉಳಿತಾಯವಾಗಲಿದ್ದು, ತಮ್ಮ ಊರಿನಲ್ಲಿ ನಗದು ಸೌಲಭ್ಯ ಸಿಗಲಿದ್ದು, ಬ್ಯಾಂಕ್ ಅಥವಾ ಎಂಟಿಎಂಗೆ ಹೋಗುವ ಅಗತ್ಯವಿರುವುದಿಲ್ಲ ಮತ್ತು ಠೇವಣಿ ಬಿಡಿಯುವ ಅಥವಾ ಎಟಿಎಂ ಕಾರ್ಡ್ ಬಗ್ಗೆ ಗೊಂದಲ ಮಾಡಿಕೊಳ್ಳುವ ಪ್ರಮೇಯ ಇರುವುದಿಲ್ಲ ಎಂದರು. ಡಿಜಿ-ಪೇಯ ಮೂಲಕ ಹಣ ಹಿಂಪಡೆಯುವುದು, ಮಿನಿ ಸ್ಟೇಟ್ಮೆಂಟ್ ತೆಗೆಯುವುದು, ಬ್ಯಾಲೆನ್ಸ್ ಮುಂತಾದ ಸೇವೆಗಳು ಲಭ್ಯವಿದ್ದು, ಗ್ರಾಮೀಣ ಜನರು ಇದರ ಸದುಪಯೋಗ ಪಡೆದುಕೊಳ್ಳಬೇಕು ಎಂದು ಮನವಿ ಮಾಡಿದರು.: [205, 1986, 867, 2081]
story3-col1: [1037, 1361, 1181, 1925]
story5-body-text: ಮಂಗಳೂರು-ಮಂಗಳೂರು-ತಣ್ಣೀರುಬಾವಿ ಬ್ರಿಡ್ಜ್ ಮಂಗಳೂರಿನ ಬಹುವರ್ಷದ ಬೇಡಿಕೆ. ಸದ್ಯ ಬ್ರಿಡ್ಜ್ ಕಾಮಗಾರಿ ಅಂತಿಮ ಹಂತಕ್ಕೆ ತಲುಪಿದ್ದು, ಆಗಸ್ಟ್ ಅಥವಾ ಸೆಪ್ಟೆಂಬರ್‌ನಲ್ಲಿ ಲೋಕಾರ್ಪಣೆ ಮಾಡಲಾಗುವುದು ಎಂದು ಜಿಲ್ಲಾ ಉಸ್ತುವಾರಿ ಸಚಿವ ದಿನೇಶ್ ಗುಂಡೂರಾವ್ ತಿಳಿಸಿದ್ದಾರೆ. ಆ ಮೂಲಕ ತಣ್ಣೀರುಬಾವಿ ಬೀಚ್‌ಗೆ ತೆರಳಲು ದಶಕಗಳಿಂದ ಇದ್ದ ಸಂಚಾರ ಸಂಕಷ್ಟಕ್ಕೆ ಶೀಘ್ರದಲ್ಲೇ ಪರಿಹಾರ ಸಿಗಲಿದೆ. 64 ಕೋಟಿ ರೂ ವೆಚ್ಚದಲ್ಲಿ 285 ಮೀಟರ್ ಉದ್ದದ ಸೇತುವೆ ನಿರ್ಮಾಣ ಮಾಡಲಾಗುತ್ತಿದೆ. 30-35 ನಿಮಿಷ ಬೇಕಾಗುವ ಪ್ರಯಾಣದ ಸಮಯ ಈ ಸೇತುವೆ ಮೂಲಕ ಕೇವಲ 10 ನಿಮಿಷಕ್ಕೆ ಕಡಿತಗೊಳ್ಳಲಿದೆ.: [878, 2030, 1487, 2092]
story1-col2: [380, 277, 544, 1144]
story2-headline-line2: ಒಪ್ಪಂದ ಆದೇಶ ರದ್ದುಗೊಳಿಸಲು ಒತ್ತಾಯಿಸಿ ಪ್ರತಿಭಟನೆ:ಮುನೀರ್ ಕಾಟಿಪಳ್ಳ: [205, 1200, 845, 1230]
column-divider: [1186, 1361, 1187, 1925]
masthead: [204, 184, 1487, 221]
